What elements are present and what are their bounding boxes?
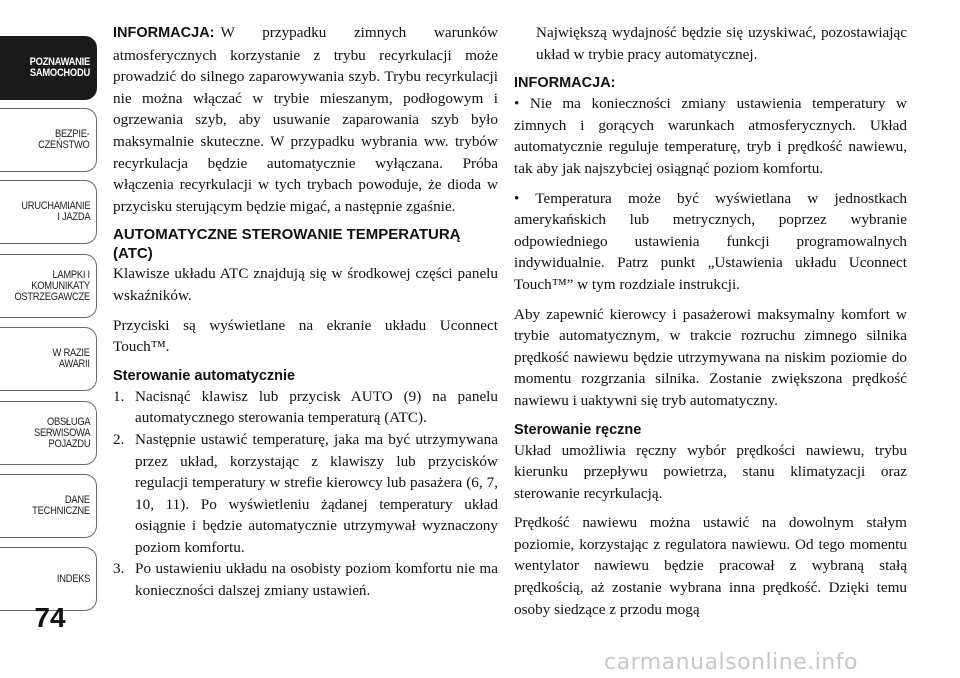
tab-poznawanie-samochodu[interactable] (0, 36, 97, 100)
list-item (113, 429, 498, 559)
tab-label: DANE TECHNICZNE (32, 494, 90, 517)
left-column (113, 22, 498, 602)
atc-paragraph-2: Przyciski są wyświetlane na ekranie układu Uconnect Touch™. (113, 316, 498, 356)
manual-paragraph-1: Układ umożliwia ręczny wybór prędkości nawiewu, trybu kierunku przepływu powietrza, stanu klimatyzacji oraz sterowanie recyrkulacją. (514, 441, 907, 502)
bullet-item: • Temperatura może być wyświetlana w jednostkach amerykańskich lub metrycznych, poprzez wybranie odpowiedniego ustawienia funkcji programowalnych indywidualnie. Patrz punkt „Ustawienia układu Uconnect Touch™” w tym rozdziale instrukcji. (514, 189, 907, 293)
tab-dane-techniczne[interactable] (0, 474, 97, 538)
manual-heading: Sterowanie ręczne (514, 421, 642, 438)
atc-paragraph-1: Klawisze układu ATC znajdują się w środkowej części panelu wskaźników. (113, 265, 498, 304)
right-column (514, 22, 907, 628)
tab-label: LAMPKI I KOMUNIKATY OSTRZEGAWCZE (14, 268, 90, 303)
atc-heading: AUTOMATYCZNE STEROWANIE TEMPERATURĄ (ATC) (113, 226, 461, 263)
info-text: W przypadku zimnych warunków atmosferycznych korzystanie z trybu recyrkulacji może prowadzić do silnego zaparowywania szyb. Trybu recyrkulacji nie można włączać w trybie mieszanym, podłogowym i ogrzewania szyb, aby usuwanie zaparowania szyb było maksymalnie skuteczne. W przypadku wybrania ww. trybów recyrkulacja będzie automatycznie wyłączana. Próba włączenia recyrkulacji w tych trybach powoduje, że dioda w przycisku sterującym będzie migać, a następnie zgaśnie. (113, 24, 498, 215)
comfort-paragraph: Aby zapewnić kierowcy i pasażerowi maksymalny komfort w trybie automatycznym, w trakcie rozruchu zimnego silnika prędkość nawiewu będzie utrzymywana na niskim poziomie do momentu rozgrzania silnika. Zostanie zwiększona prędkość nawiewu i uaktywni się tryb automatyczny. (514, 305, 907, 409)
page-number: 74 (34, 602, 66, 633)
tab-label: URUCHAMIANIE I JAZDA (20, 200, 90, 223)
step-number: 3. (113, 560, 125, 578)
tab-label: BEZPIE- CZEŃSTWO (38, 128, 90, 151)
list-item (113, 558, 498, 601)
step-text: Nacisnąć klawisz lub przycisk AUTO (9) na panelu automatycznego sterowania temperaturą (ATC). (135, 387, 498, 427)
tab-obsluga-serwisowa[interactable] (0, 401, 97, 465)
tab-label: W RAZIE AWARII (52, 347, 90, 370)
tab-label: POZNAWANIE SAMOCHODU (29, 56, 90, 79)
step-text: Następnie ustawić temperaturę, jaka ma być utrzymywana przez układ, korzystając z klawiszy lub przycisków regulacji temperatury w strefie kierowcy lub pasażera (6, 7, 10, 11). Po wyświetleniu żądanej temperatury układ osiągnie i będzie automatycznie utrzymywał wyznaczony poziom komfortu. (135, 430, 498, 556)
bullet-item: • Nie ma konieczności zmiany ustawienia temperatury w zimnych i gorących warunkach atmosferycznych. Układ automatycznie reguluje temperaturę, tryb i prędkość nawiewu, tak aby jak najszybciej osiągnąć poziom komfortu. (514, 95, 907, 177)
tab-uruchamianie-i-jazda[interactable] (0, 180, 97, 244)
step-3-continuation: Największą wydajność będzie się uzyskiwać, pozostawiając układ w trybie pracy automatycznej. (536, 24, 907, 63)
info-label-right: INFORMACJA: (514, 75, 616, 92)
auto-steps-list (113, 386, 498, 602)
tab-label: INDEKS (56, 572, 90, 585)
auto-heading: Sterowanie automatycznie (113, 367, 296, 384)
list-item (113, 386, 498, 429)
watermark: carmanualsonline.info (604, 650, 858, 675)
manual-paragraph-2: Prędkość nawiewu można ustawić na dowolnym stałym poziomie, korzystając z regulatora nawiewu. Od tego momentu wentylator nawiewu będzie pracował z wybraną stałą prędkością, aż zostanie wybrana inna prędkość. Dzięki temu osoby siedzące z przodu mogą (514, 514, 907, 618)
tab-w-razie-awarii[interactable] (0, 327, 97, 391)
info-paragraph (113, 22, 498, 217)
chapter-sidebar (0, 0, 100, 678)
step-text: Po ustawieniu układu na osobisty poziom komfortu nie ma konieczności dalszej zmiany ustawień. (135, 560, 498, 600)
step-number: 2. (113, 430, 125, 448)
step-number: 1. (113, 387, 125, 405)
tab-label: OBSŁUGA SERWISOWA POJAZDU (33, 415, 90, 450)
tab-bezpieczenstwo[interactable] (0, 108, 97, 172)
tab-lampki-i-komunikaty[interactable] (0, 254, 97, 318)
info-label: INFORMACJA: (113, 25, 215, 41)
